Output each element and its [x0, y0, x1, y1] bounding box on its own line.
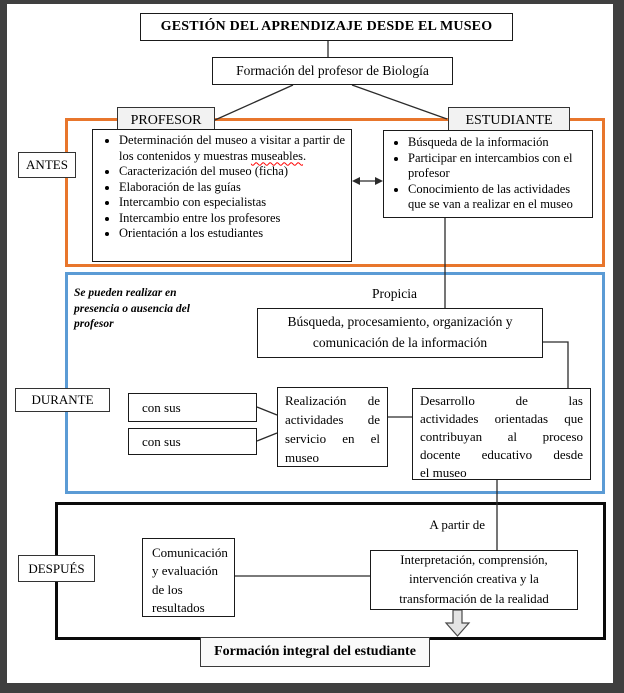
- despues-text: DESPUÉS: [28, 560, 85, 576]
- busqueda-line: comunicación de la información: [312, 335, 488, 350]
- formacion-integral-label: Formación integral del estudiante: [214, 644, 416, 659]
- con-sus-text: con sus: [142, 433, 181, 449]
- misspelled-word: museables: [250, 148, 304, 163]
- con-sus-text: con sus: [142, 399, 181, 415]
- list-item: • Intercambio con especialistas: [119, 195, 345, 211]
- desarrollo-line: el museo: [420, 464, 467, 480]
- comunicacion-line: de los: [152, 581, 183, 597]
- busqueda-informacion-box: [257, 308, 543, 358]
- propicia-label: Propicia: [372, 286, 417, 301]
- formacion-profesor-label: Formación del profesor de Biología: [236, 63, 429, 78]
- antes-phase-label: [18, 152, 76, 178]
- con-sus-box-2: [128, 428, 257, 455]
- durante-phase-label: [15, 388, 110, 412]
- realizacion-line: actividades de: [285, 411, 380, 427]
- desarrollo-line: actividades orientadas que: [420, 410, 583, 426]
- realizacion-actividades-box: [277, 387, 388, 467]
- list-item: • Determinación del museo a visitar a partir de los contenidos y muestras museables.: [119, 133, 345, 164]
- comunicacion-evaluacion-box: [142, 538, 235, 617]
- despues-phase-label: [18, 555, 95, 582]
- formacion-integral-box: [200, 637, 430, 667]
- list-item: • Intercambio entre los profesores: [119, 211, 345, 227]
- realizacion-line: Realización de: [285, 393, 380, 408]
- estudiante-label: ESTUDIANTE: [465, 113, 553, 128]
- comunicacion-line: Comunicación: [152, 545, 228, 560]
- profesor-activities-list: [92, 129, 352, 262]
- antes-text: ANTES: [26, 157, 68, 172]
- list-item: • Participar en intercambios con el profesor: [408, 151, 588, 182]
- desarrollo-actividades-box: [412, 388, 591, 480]
- desarrollo-line: Desarrollo de las: [420, 393, 583, 408]
- estudiante-activities-list: [383, 130, 593, 218]
- desarrollo-line: docente educativo desde: [420, 446, 583, 462]
- formacion-profesor-box: [212, 57, 453, 85]
- interpretacion-line: intervención creativa y la: [409, 572, 539, 587]
- list-item: • Orientación a los estudiantes: [119, 226, 345, 242]
- presence-note: Se pueden realizar en presencia o ausencia del profesor: [74, 287, 190, 331]
- list-item: • Búsqueda de la información: [408, 135, 588, 151]
- list-item: • Conocimiento de las actividades que se van a realizar en el museo: [408, 182, 588, 213]
- main-title: GESTIÓN DEL APRENDIZAJE DESDE EL MUSEO: [160, 19, 493, 34]
- interpretacion-line: Interpretación, comprensión,: [400, 553, 548, 568]
- realizacion-line: servicio en el: [285, 430, 380, 446]
- interpretacion-box: [370, 550, 578, 610]
- a-partir-de-label: A partir de: [429, 517, 485, 532]
- profesor-label: PROFESOR: [130, 113, 202, 128]
- comunicacion-line: y evaluación: [152, 563, 219, 579]
- con-sus-box-1: [128, 393, 257, 422]
- list-item: • Caracterización del museo (ficha): [119, 164, 345, 180]
- busqueda-line: Búsqueda, procesamiento, organización y: [287, 314, 513, 330]
- comunicacion-line: resultados: [152, 600, 205, 616]
- durante-text: DURANTE: [31, 392, 94, 407]
- main-title-box: [140, 13, 513, 41]
- interpretacion-line: transformación de la realidad: [399, 591, 549, 606]
- list-item: • Elaboración de las guías: [119, 180, 345, 196]
- realizacion-line: museo: [285, 449, 319, 465]
- desarrollo-line: contribuyan al proceso: [420, 428, 583, 444]
